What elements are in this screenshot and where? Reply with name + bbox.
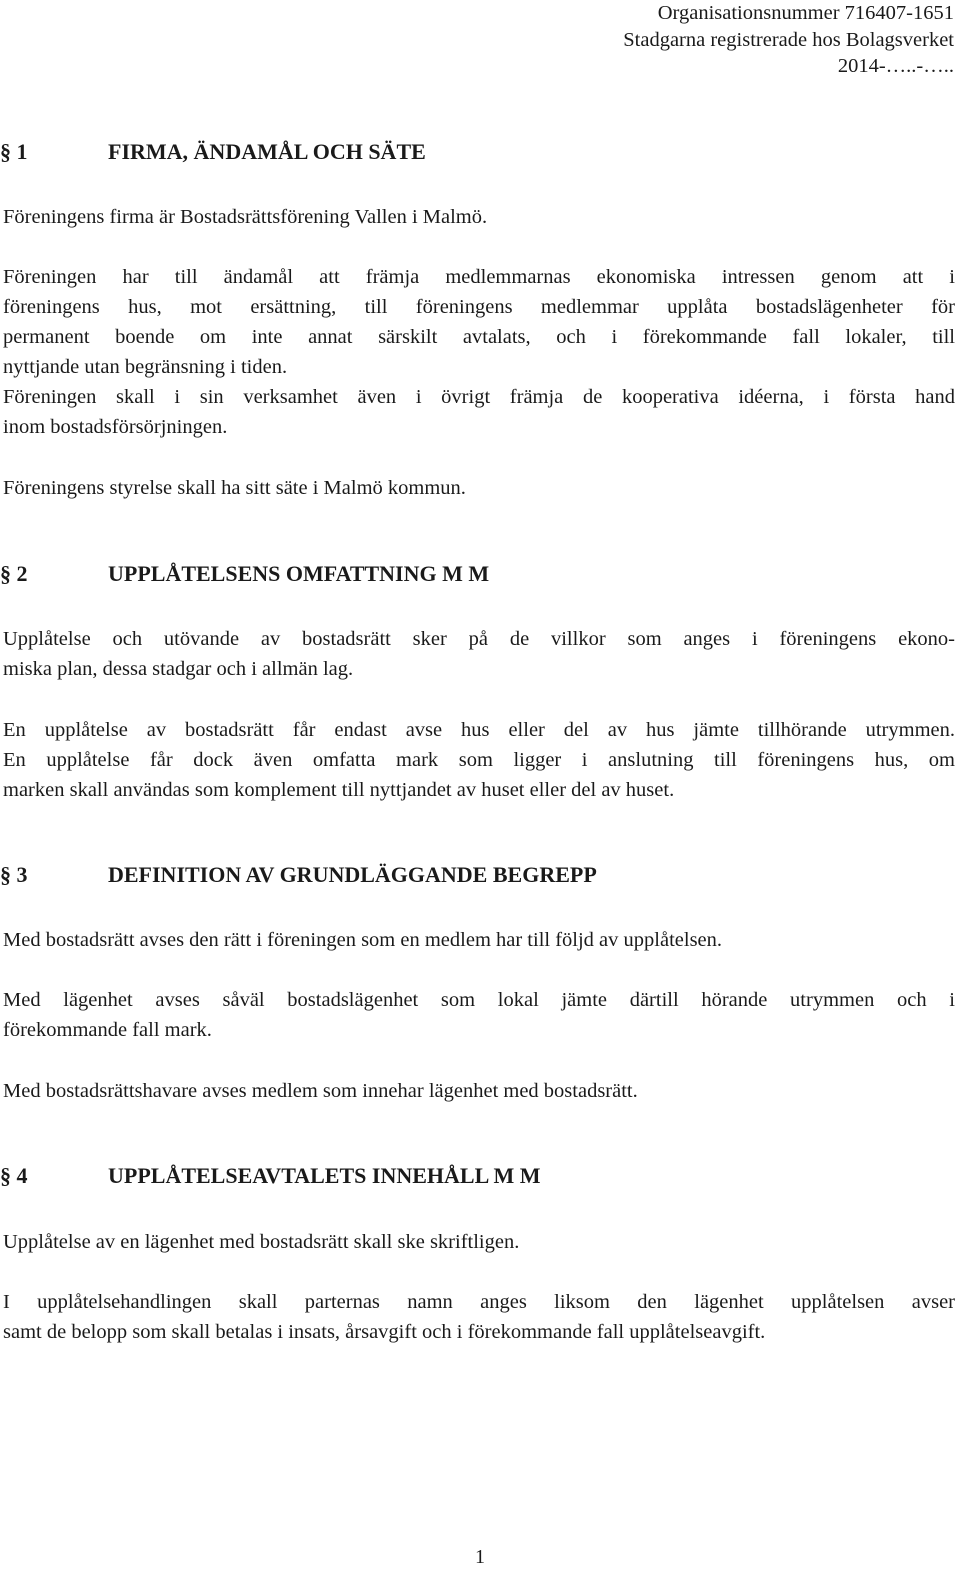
text-line: inom bostadsförsörjningen. [3, 416, 228, 438]
section-1-title: FIRMA, ÄNDAMÅL OCH SÄTE [108, 139, 426, 164]
text-line: I upplåtelsehandlingen skall parternas namn anges liksom den lägenhet upplåtelsen avser [3, 1291, 955, 1313]
section-3-number: § 3 [0, 862, 28, 887]
text-line: föreningens hus, mot ersättning, till föreningens medlemmar upplåta bostadslägenheter för [3, 296, 955, 318]
section-4-paragraph-1 [3, 1227, 955, 1257]
text-line: Föreningen skall i sin verksamhet även i övrigt främja de kooperativa idéerna, i första hand [3, 386, 955, 408]
section-2-title: UPPLÅTELSENS OMFATTNING M M [108, 561, 490, 586]
section-1-paragraph-2 [3, 262, 955, 442]
section-4-heading [0, 1161, 541, 1191]
section-1-number: § 1 [0, 139, 28, 164]
section-2-number: § 2 [0, 561, 28, 586]
section-1-paragraph-1 [3, 202, 955, 232]
section-3-paragraph-1 [3, 925, 955, 955]
text-line: miska plan, dessa stadgar och i allmän lag. [3, 658, 354, 680]
text-line: En upplåtelse får dock även omfatta mark som ligger i anslutning till föreningens hus, om [3, 749, 955, 771]
section-4-paragraph-2 [3, 1287, 955, 1347]
text-line: samt de belopp som skall betalas i insats, årsavgift och i förekommande fall upplåtelseavgift. [3, 1321, 766, 1343]
text-line: Föreningen har till ändamål att främja medlemmarnas ekonomiska intressen genom att i [3, 266, 955, 288]
section-3-title: DEFINITION AV GRUNDLÄGGANDE BEGREPP [108, 862, 597, 887]
text-line: En upplåtelse av bostadsrätt får endast avse hus eller del av hus jämte tillhörande utrymmen. [3, 719, 955, 741]
text-line: Föreningens styrelse skall ha sitt säte i Malmö kommun. [3, 477, 466, 499]
text-line: marken skall användas som komplement till nyttjandet av huset eller del av huset. [3, 779, 675, 801]
text-line: Med bostadsrätt avses den rätt i föreningen som en medlem har till följd av upplåtelsen. [3, 929, 723, 951]
text-line: permanent boende om inte annat särskilt avtalats, och i förekommande fall lokaler, till [3, 326, 955, 348]
text-line: Upplåtelse av en lägenhet med bostadsrätt skall ske skriftligen. [3, 1231, 520, 1253]
section-3-paragraph-3 [3, 1076, 955, 1106]
section-3-paragraph-2 [3, 985, 955, 1045]
text-line: Föreningens firma är Bostadsrättsförening Vallen i Malmö. [3, 206, 488, 228]
section-2-paragraph-1 [3, 624, 955, 684]
section-4-number: § 4 [0, 1163, 28, 1188]
section-2-heading [0, 559, 489, 589]
page-header [623, 0, 954, 80]
text-line: Med lägenhet avses såväl bostadslägenhet som lokal jämte därtill hörande utrymmen och i [3, 989, 955, 1011]
section-4-title: UPPLÅTELSEAVTALETS INNEHÅLL M M [108, 1163, 541, 1188]
section-2-paragraph-2 [3, 715, 955, 805]
section-3-heading [0, 860, 597, 890]
section-1-heading [0, 137, 426, 167]
section-1-paragraph-3 [3, 473, 955, 503]
header-date: 2014-…..-….. [837, 55, 954, 77]
text-line: nyttjande utan begränsning i tiden. [3, 356, 288, 378]
header-org-number: Organisationsnummer 716407-1651 [657, 2, 954, 24]
text-line: förekommande fall mark. [3, 1019, 212, 1041]
text-line: Med bostadsrättshavare avses medlem som innehar lägenhet med bostadsrätt. [3, 1080, 638, 1102]
page-number: 1 [475, 1546, 485, 1568]
text-line: Upplåtelse och utövande av bostadsrätt sker på de villkor som anges i föreningens ekono- [3, 628, 955, 650]
header-registration: Stadgarna registrerade hos Bolagsverket [623, 28, 954, 51]
